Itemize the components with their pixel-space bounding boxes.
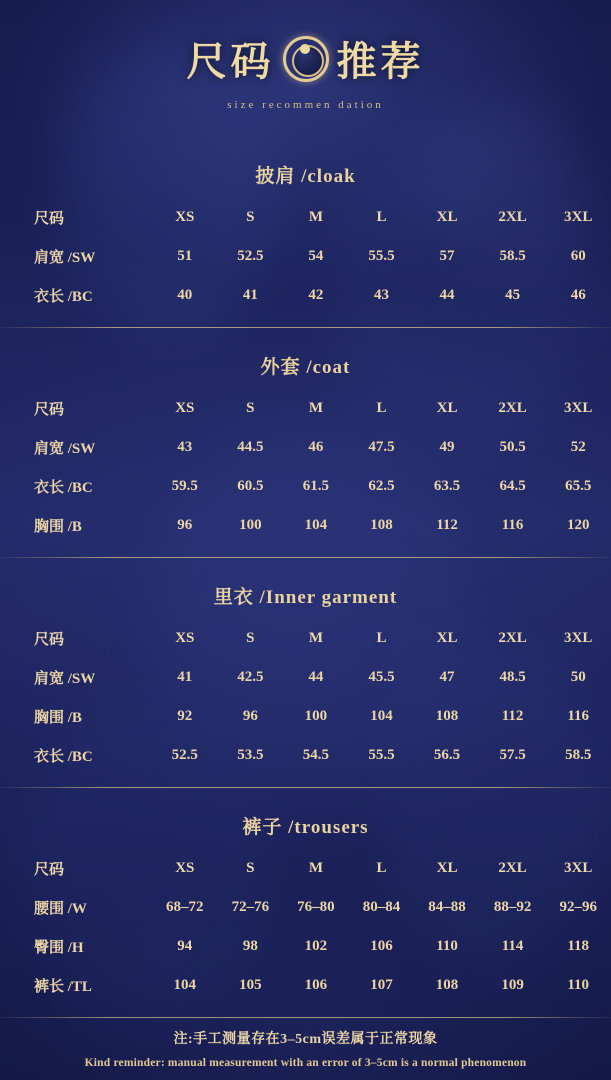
measurement-cell: 98 [242, 938, 258, 954]
size-table [0, 849, 611, 1005]
measurement-cell: 104 [173, 977, 197, 993]
measurement-cell: 100 [304, 708, 328, 724]
measurement-cell: 108 [435, 977, 459, 993]
table-row [0, 966, 611, 1005]
section-title: 裤子 /trousers [242, 817, 369, 838]
measurement-cell: 61.5 [302, 478, 330, 494]
measurement-cell: 116 [567, 708, 590, 724]
table-row [0, 467, 611, 506]
measurement-cell: 104 [370, 708, 393, 724]
measurement-cell: 40 [177, 287, 193, 303]
column-header: L [376, 630, 387, 646]
measurement-cell: 44 [308, 669, 324, 685]
column-header: L [376, 209, 387, 225]
measurement-cell: 120 [566, 517, 590, 533]
column-header: M [308, 400, 323, 416]
table-header-row [0, 198, 611, 237]
measurement-cell: 53.5 [237, 747, 264, 763]
title-row [0, 30, 611, 87]
sections-container [0, 137, 611, 1017]
measurement-cell: 100 [239, 517, 262, 533]
measurement-cell: 50 [570, 669, 586, 685]
measurement-cell: 45 [505, 287, 521, 303]
measurement-cell: 68–72 [166, 899, 204, 915]
column-header-size: 尺码 [34, 862, 65, 878]
measurement-cell: 45.5 [368, 669, 395, 685]
measurement-cell: 42 [308, 287, 324, 303]
measurement-cell: 58.5 [565, 747, 592, 763]
measurement-cell: 65.5 [565, 478, 592, 494]
measurement-cell: 88–92 [493, 899, 532, 915]
size-table [0, 619, 611, 775]
measurement-cell: 55.5 [368, 248, 395, 264]
section-title: 披肩 /cloak [255, 166, 356, 187]
measurement-cell: 41 [177, 669, 193, 685]
measurement-cell: 54.5 [302, 747, 330, 763]
size-section [0, 788, 611, 1017]
column-header: 2XL [498, 400, 527, 416]
measurement-cell: 44.5 [237, 439, 264, 455]
table-row [0, 428, 611, 467]
table-row [0, 276, 611, 315]
column-header-size: 尺码 [34, 211, 65, 227]
measurement-cell: 110 [567, 977, 590, 993]
measurement-cell: 106 [304, 977, 328, 993]
page-title-left: 尺码 [186, 39, 275, 84]
measurement-cell: 92–96 [559, 899, 597, 915]
size-section [0, 558, 611, 787]
row-label: 衣长 /BC [34, 749, 93, 765]
table-row [0, 927, 611, 966]
column-header: XL [436, 400, 458, 416]
measurement-cell: 109 [501, 977, 524, 993]
row-label: 肩宽 /SW [34, 250, 96, 266]
measurement-cell: 114 [501, 938, 524, 954]
page-footer [0, 1018, 611, 1069]
measurement-cell: 63.5 [433, 478, 461, 494]
column-header: M [308, 209, 323, 225]
measurement-cell: 60 [570, 248, 586, 264]
row-label: 腰围 /W [34, 901, 87, 917]
measurement-cell: 52 [570, 439, 586, 455]
measurement-cell: 47 [439, 669, 455, 685]
measurement-cell: 80–84 [362, 899, 401, 915]
measurement-cell: 96 [242, 708, 258, 724]
column-header: XL [436, 860, 458, 876]
column-header: 3XL [564, 630, 593, 646]
row-label: 衣长 /BC [34, 289, 93, 305]
measurement-cell: 57 [439, 248, 455, 264]
column-header: XS [175, 400, 195, 416]
size-section [0, 137, 611, 327]
measurement-cell: 84–88 [428, 899, 466, 915]
column-header: S [246, 860, 255, 876]
page-title-right: 推荐 [336, 39, 425, 84]
measurement-cell: 108 [435, 708, 459, 724]
table-row [0, 888, 611, 927]
table-header-row [0, 389, 611, 428]
column-header: 3XL [564, 400, 593, 416]
column-header: 3XL [564, 860, 593, 876]
measurement-cell: 108 [370, 517, 393, 533]
measurement-cell: 105 [239, 977, 262, 993]
measurement-cell: 102 [304, 938, 328, 954]
measurement-cell: 44 [439, 287, 455, 303]
row-label: 胸围 /B [34, 710, 82, 726]
row-label: 胸围 /B [34, 519, 82, 535]
measurement-cell: 64.5 [499, 478, 526, 494]
measurement-cell: 54 [308, 248, 324, 264]
table-row [0, 736, 611, 775]
column-header: M [308, 630, 323, 646]
column-header: S [246, 630, 255, 646]
measurement-cell: 48.5 [499, 669, 526, 685]
measurement-cell: 55.5 [368, 747, 395, 763]
column-header: M [308, 860, 323, 876]
measurement-cell: 110 [436, 938, 458, 954]
measurement-cell: 76–80 [297, 899, 335, 915]
column-header: S [246, 209, 255, 225]
column-header: XL [436, 209, 458, 225]
column-header-size: 尺码 [34, 632, 65, 648]
measurement-cell: 112 [501, 708, 524, 724]
size-table [0, 198, 611, 315]
circle-emblem-icon [283, 36, 329, 82]
column-header: XS [175, 630, 195, 646]
measurement-cell: 50.5 [499, 439, 526, 455]
measurement-cell: 106 [370, 938, 393, 954]
column-header: 2XL [498, 209, 527, 225]
column-header: XS [175, 860, 195, 876]
measurement-cell: 92 [177, 708, 193, 724]
measurement-cell: 104 [304, 517, 328, 533]
row-label: 衣长 /BC [34, 480, 93, 496]
table-row [0, 697, 611, 736]
table-header-row [0, 619, 611, 658]
measurement-cell: 57.5 [499, 747, 526, 763]
table-row [0, 658, 611, 697]
column-header: XS [175, 209, 195, 225]
page-subtitle: size recommen dation [227, 99, 384, 111]
measurement-cell: 52.5 [171, 747, 198, 763]
measurement-cell: 43 [177, 439, 193, 455]
measurement-cell: 58.5 [499, 248, 526, 264]
column-header: 2XL [498, 630, 527, 646]
footer-note-cn: 注:手工测量存在3–5cm误差属于正常现象 [173, 1032, 438, 1047]
row-label: 肩宽 /SW [34, 671, 96, 687]
measurement-cell: 49 [439, 439, 455, 455]
size-table [0, 389, 611, 545]
column-header: 3XL [564, 209, 593, 225]
measurement-cell: 60.5 [237, 478, 264, 494]
column-header: S [246, 400, 255, 416]
column-header: L [376, 400, 387, 416]
measurement-cell: 96 [177, 517, 193, 533]
measurement-cell: 51 [177, 248, 193, 264]
measurement-cell: 112 [436, 517, 458, 533]
column-header: XL [436, 630, 458, 646]
table-header-row [0, 849, 611, 888]
measurement-cell: 46 [308, 439, 324, 455]
measurement-cell: 41 [242, 287, 258, 303]
row-label: 臀围 /H [34, 940, 84, 956]
measurement-cell: 116 [501, 517, 524, 533]
measurement-cell: 107 [370, 977, 393, 993]
column-header: L [376, 860, 387, 876]
measurement-cell: 118 [567, 938, 590, 954]
measurement-cell: 94 [177, 938, 193, 954]
measurement-cell: 46 [570, 287, 586, 303]
measurement-cell: 59.5 [171, 478, 198, 494]
measurement-cell: 62.5 [368, 478, 395, 494]
column-header: 2XL [498, 860, 527, 876]
column-header-size: 尺码 [34, 402, 65, 418]
table-row [0, 506, 611, 545]
measurement-cell: 42.5 [237, 669, 264, 685]
row-label: 肩宽 /SW [34, 441, 96, 457]
size-section [0, 328, 611, 557]
measurement-cell: 52.5 [237, 248, 264, 264]
table-row [0, 237, 611, 276]
row-label: 裤长 /TL [34, 979, 92, 995]
footer-note-en: Kind reminder: manual measurement with an error of 3–5cm is a normal phenomenon [84, 1057, 527, 1069]
measurement-cell: 43 [373, 287, 389, 303]
measurement-cell: 47.5 [368, 439, 395, 455]
section-title: 里衣 /Inner garment [213, 587, 398, 608]
measurement-cell: 72–76 [231, 899, 270, 915]
section-title: 外套 /coat [260, 357, 351, 378]
measurement-cell: 56.5 [433, 747, 461, 763]
page-header [0, 0, 611, 111]
